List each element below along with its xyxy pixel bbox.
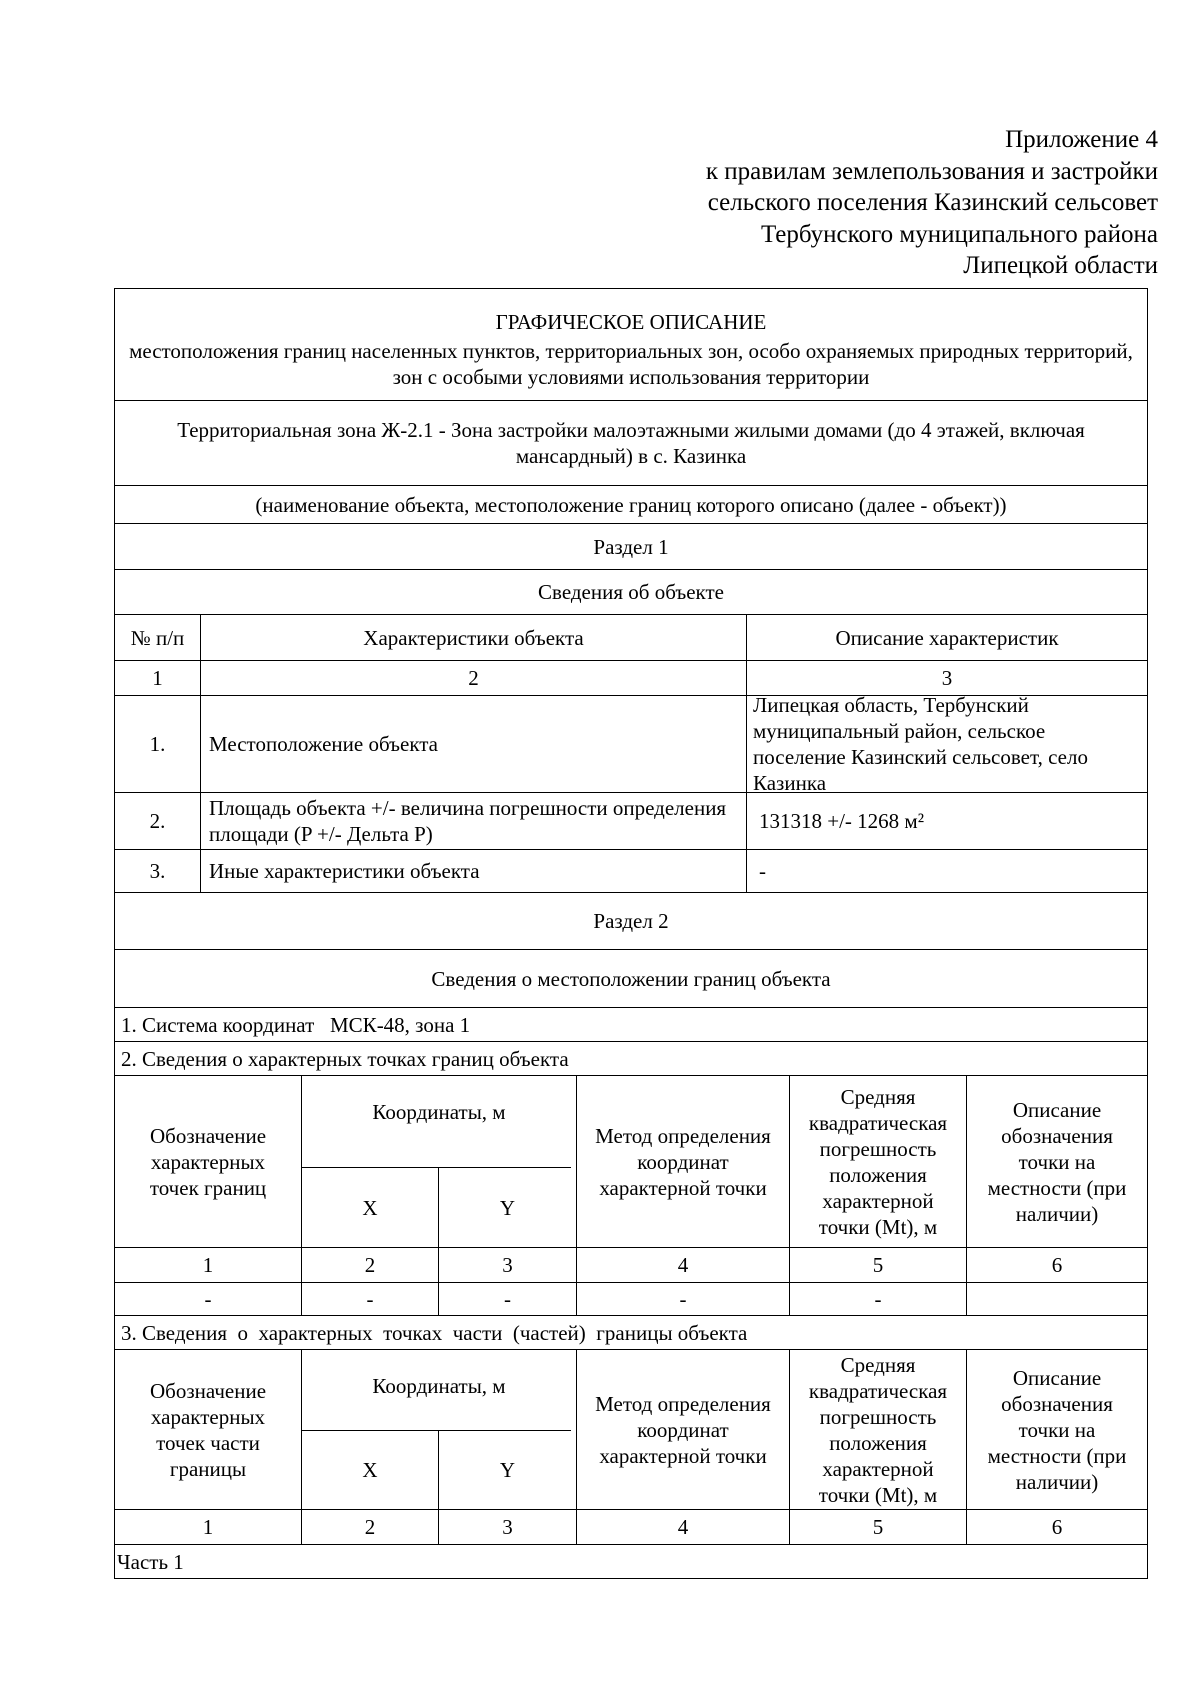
part-label: Часть 1 (117, 1550, 184, 1574)
object-name: Территориальная зона Ж-2.1 - Зона застройки малоэтажными жилыми домами (до 4 этажей, включая мансардный) в с. Казинка (177, 418, 1085, 468)
col-index: 1 (152, 666, 163, 690)
col-coordinates: Координаты, м (372, 1100, 506, 1124)
document-title: ГРАФИЧЕСКОЕ ОПИСАНИЕ (495, 310, 767, 334)
section2-title: Раздел 2 (593, 909, 669, 933)
appendix-line: Приложение 4 (1005, 126, 1158, 153)
table-cell: - (204, 1287, 212, 1311)
col-y: Y (499, 1458, 516, 1482)
col-x: X (362, 1458, 378, 1482)
col-y: Y (499, 1195, 516, 1220)
table-cell: - (679, 1287, 687, 1311)
col-index: 2 (364, 1515, 376, 1539)
col-method: Метод определения координат характерной точки (595, 1391, 771, 1468)
col-coordinates: Координаты, м (372, 1374, 506, 1398)
row-characteristic: Иные характеристики объекта (209, 859, 480, 883)
part-points-title: 3. Сведения о характерных точках части (частей) границы объекта (121, 1320, 748, 1345)
row-number: 2. (149, 809, 166, 833)
row-description: 131318 +/- 1268 м² (759, 809, 925, 833)
row-number: 1. (149, 732, 166, 756)
col-mean-error: Средняя квадратическая погрешность положения характерной точки (Mt), м (808, 1352, 948, 1507)
col-index: 5 (872, 1515, 884, 1539)
graphic-description-form (114, 288, 1148, 1579)
row-number: 3. (149, 859, 166, 883)
coordinate-system: 1. Система координат МСК-48, зона 1 (121, 1012, 471, 1037)
row-description: Липецкая область, Тербунский муниципальный район, сельское поселение Казинский сельсовет, село Казинка (753, 693, 1088, 795)
table-cell: - (874, 1287, 882, 1311)
table-cell: - (366, 1287, 374, 1311)
col-index: 3 (502, 1515, 513, 1539)
col-description-header: Описание характеристик (835, 625, 1059, 650)
col-part-point-designation: Обозначение характерных точек части границы (149, 1378, 267, 1481)
col-index: 3 (941, 666, 953, 690)
table-cell (967, 1283, 1147, 1315)
col-index: 3 (502, 1253, 513, 1277)
col-x: X (362, 1195, 378, 1220)
col-characteristic-header: Характеристики объекта (363, 625, 584, 650)
col-index: 5 (872, 1253, 884, 1277)
appendix-line: к правилам землепользования и застройки (705, 157, 1158, 185)
appendix-header (706, 124, 1158, 282)
col-index: 6 (1051, 1253, 1063, 1277)
row-characteristic: Площадь объекта +/- величина погрешности определения площади (P +/- Дельта P) (209, 796, 727, 846)
col-num-header: № п/п (130, 625, 185, 650)
col-index: 2 (468, 666, 479, 690)
col-index: 1 (202, 1253, 214, 1277)
object-name-caption: (наименование объекта, местоположение границ которого описано (далее - объект)) (255, 492, 1007, 517)
col-index: 4 (677, 1515, 689, 1539)
col-index: 6 (1051, 1515, 1063, 1539)
appendix-line: Липецкой области (963, 252, 1158, 279)
section1-subtitle: Сведения об объекте (538, 580, 724, 604)
table-cell: - (504, 1287, 511, 1311)
col-point-description: Описание обозначения точки на местности (при наличии) (987, 1365, 1127, 1494)
col-point-designation: Обозначение характерных точек границ (149, 1123, 267, 1200)
row-description: - (759, 859, 766, 883)
col-mean-error: Средняя квадратическая погрешность положения характерной точки (Mt), м (808, 1084, 948, 1239)
appendix-line: Тербунского муниципального района (760, 220, 1158, 248)
col-index: 1 (202, 1515, 214, 1539)
col-method: Метод определения координат характерной точки (595, 1123, 771, 1200)
col-index: 2 (364, 1253, 376, 1277)
section2-subtitle: Сведения о местоположении границ объекта (431, 966, 831, 991)
section1-title: Раздел 1 (593, 534, 669, 559)
col-point-description: Описание обозначения точки на местности (при наличии) (987, 1097, 1127, 1226)
boundary-points-title: 2. Сведения о характерных точках границ объекта (121, 1046, 569, 1071)
col-index: 4 (677, 1253, 689, 1277)
appendix-line: сельского поселения Казинский сельсовет (707, 189, 1158, 216)
document-subtitle: местоположения границ населенных пунктов, территориальных зон, особо охраняемых природных территорий, зон с особыми условиями использования территории (129, 339, 1133, 389)
row-characteristic: Местоположение объекта (209, 732, 439, 756)
